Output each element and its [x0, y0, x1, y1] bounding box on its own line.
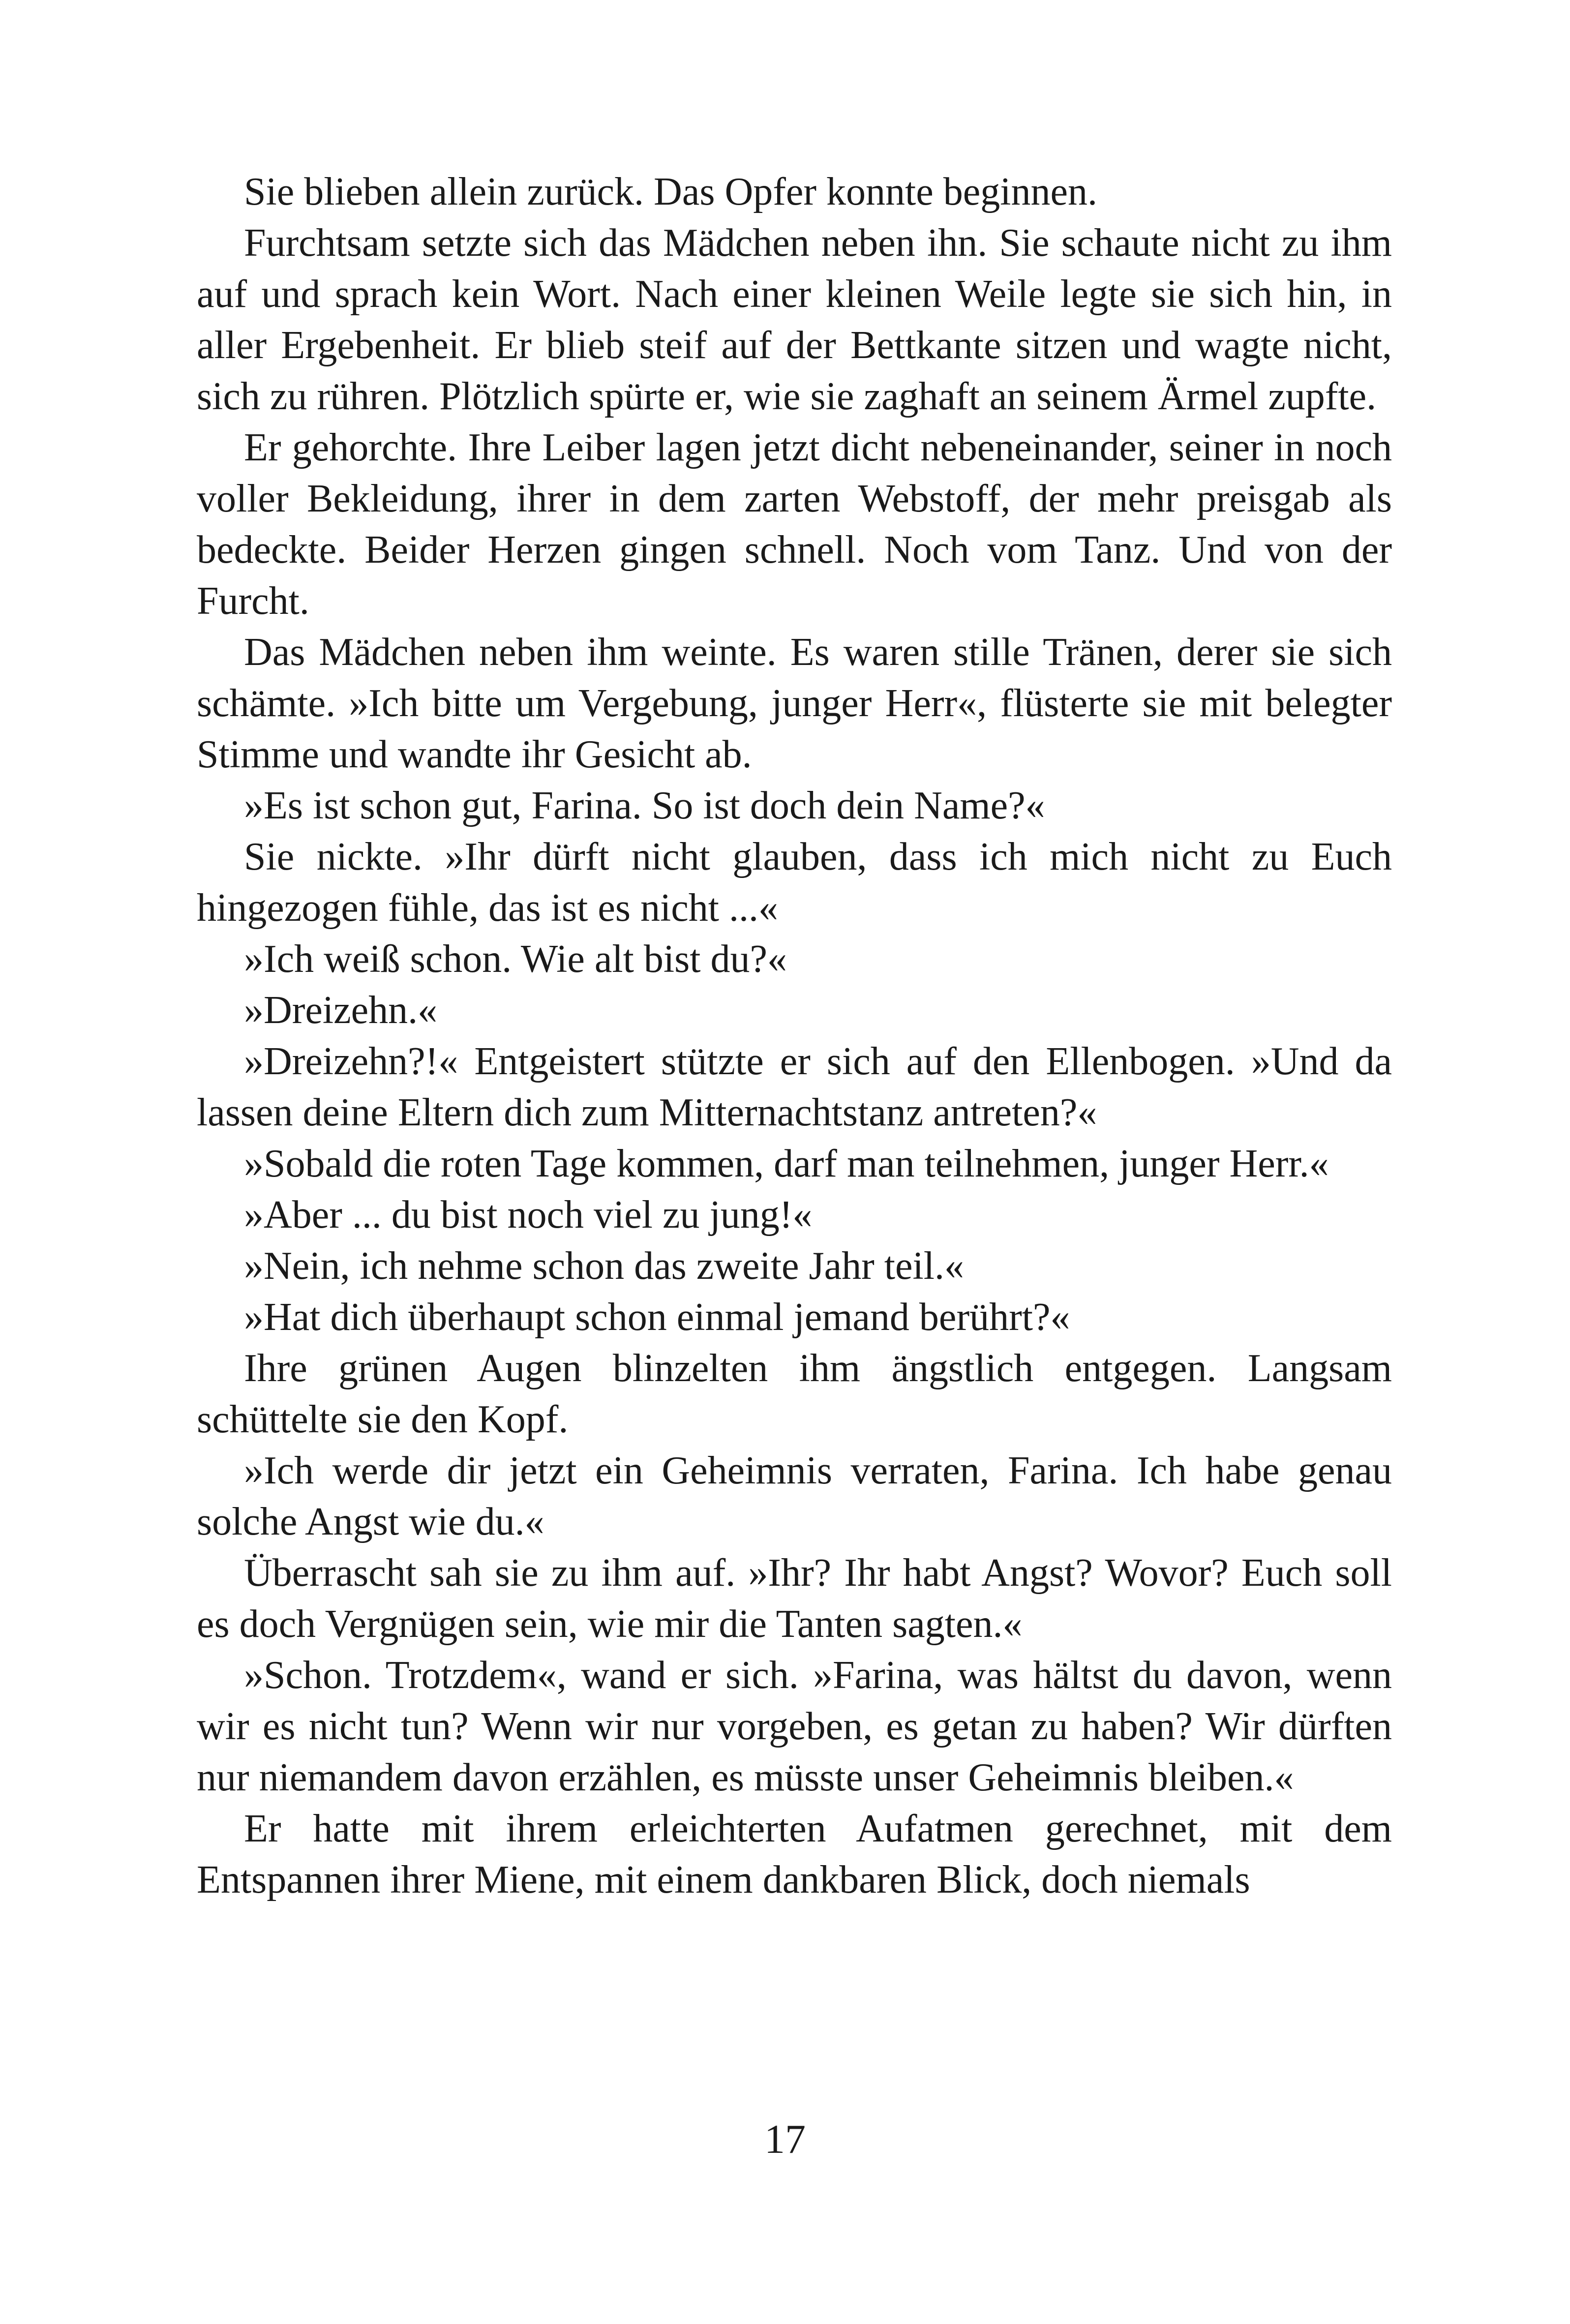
paragraph: Das Mädchen neben ihm weinte. Es waren stille Tränen, derer sie sich schämte. »Ich bitte um Vergebung, junger Herr«, flüsterte sie mit belegter Stimme und wandte ihr Gesicht ab.: [197, 631, 1392, 776]
paragraph: »Dreizehn?!« Entgeistert stützte er sich auf den Ellenbogen. »Und da lassen deine Eltern dich zum Mitternachtstanz antreten?«: [197, 1040, 1392, 1134]
paragraph: Sie nickte. »Ihr dürft nicht glauben, dass ich mich nicht zu Euch hingezogen fühle, das ist es nicht ...«: [197, 835, 1392, 930]
paragraph: »Nein, ich nehme schon das zweite Jahr teil.«: [244, 1244, 964, 1288]
body-text: [197, 166, 1392, 1905]
paragraph: »Ich weiß schon. Wie alt bist du?«: [244, 937, 787, 981]
paragraph: »Aber ... du bist noch viel zu jung!«: [244, 1193, 813, 1237]
paragraph: Er gehorchte. Ihre Leiber lagen jetzt dicht nebeneinander, seiner in noch voller Bekleidung, ihrer in dem zarten Webstoff, der mehr preisgab als bedeckte. Beider Herzen gingen schnell. Noch vom Tanz. Und von der Furcht.: [197, 426, 1392, 623]
paragraph: »Ich werde dir jetzt ein Geheimnis verraten, Farina. Ich habe genau solche Angst wie du.«: [197, 1449, 1392, 1543]
paragraph: Er hatte mit ihrem erleichterten Aufatmen gerechnet, mit dem Entspannen ihrer Miene, mit einem dankbaren Blick, doch niemals: [197, 1807, 1392, 1901]
paragraph: Sie blieben allein zurück. Das Opfer konnte beginnen.: [244, 170, 1097, 213]
page-number: 17: [764, 2116, 806, 2162]
paragraph: »Dreizehn.«: [244, 989, 438, 1032]
paragraph: »Hat dich überhaupt schon einmal jemand berührt?«: [244, 1296, 1070, 1339]
paragraph: Furchtsam setzte sich das Mädchen neben ihn. Sie schaute nicht zu ihm auf und sprach kein Wort. Nach einer kleinen Weile legte sie sich hin, in aller Ergebenheit. Er blieb steif auf der Bettkante sitzen und wagte nicht, sich zu rühren. Plötzlich spürte er, wie sie zaghaft an seinem Ärmel zupfte.: [197, 221, 1392, 418]
paragraph: »Es ist schon gut, Farina. So ist doch dein Name?«: [244, 784, 1045, 827]
paragraph: »Schon. Trotzdem«, wand er sich. »Farina, was hältst du davon, wenn wir es nicht tun? Wenn wir nur vorgeben, es getan zu haben? Wir dürften nur niemandem davon erzählen, es müsste unser Geheimnis bleiben.«: [197, 1654, 1392, 1799]
paragraph: Ihre grünen Augen blinzelten ihm ängstlich entgegen. Langsam schüttelte sie den Kopf.: [197, 1347, 1392, 1441]
paragraph: »Sobald die roten Tage kommen, darf man teilnehmen, junger Herr.«: [244, 1142, 1329, 1185]
paragraph: Überrascht sah sie zu ihm auf. »Ihr? Ihr habt Angst? Wovor? Euch soll es doch Vergnügen sein, wie mir die Tanten sagten.«: [197, 1551, 1392, 1646]
